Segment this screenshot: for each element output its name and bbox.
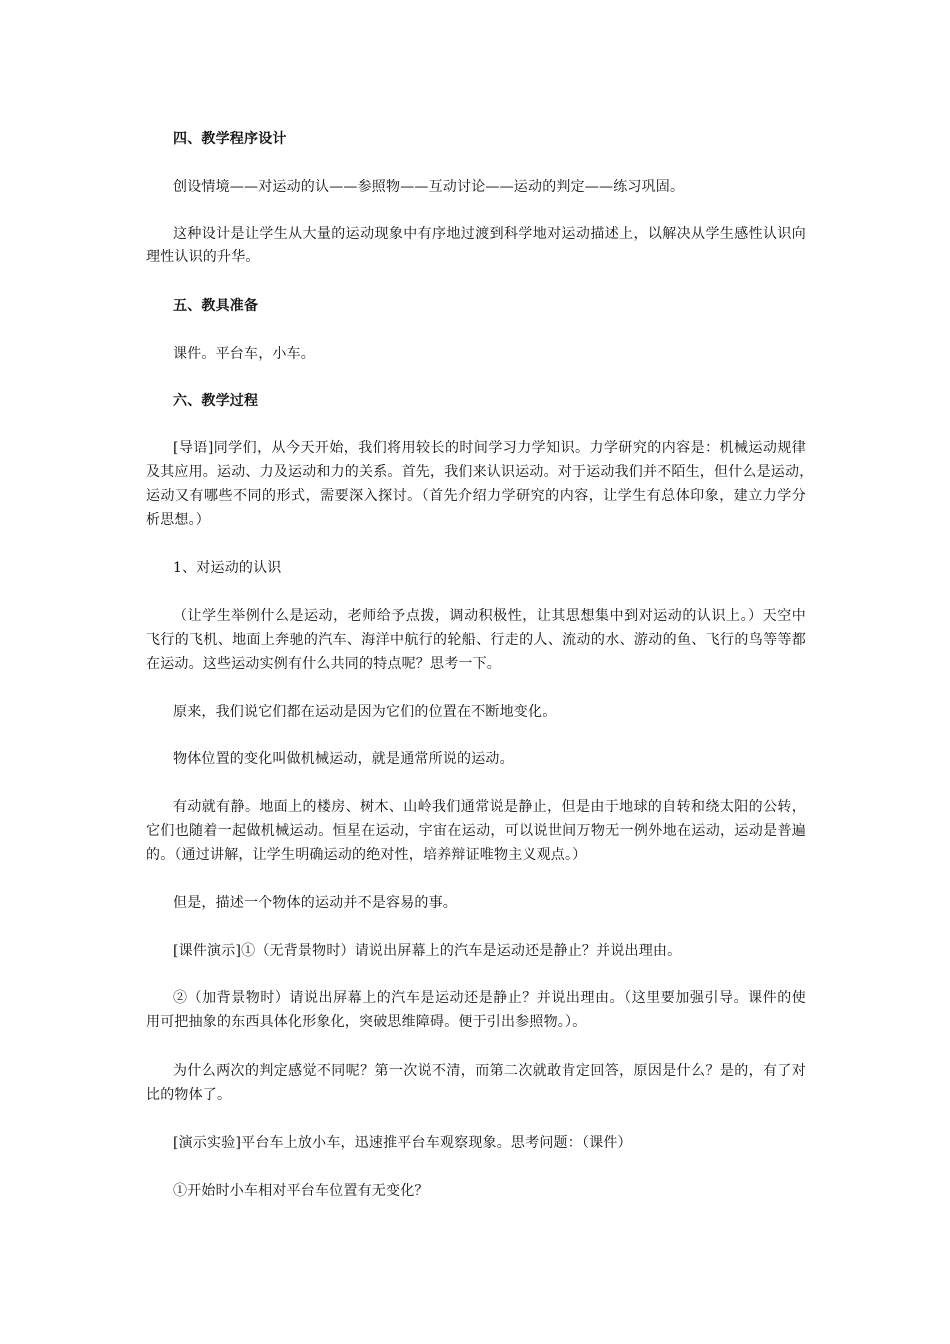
paragraph-line: [导语]同学们，从今天开始，我们将用较长的时间学习力学知识。力学研究的内容是：机械运动规律 (173, 440, 806, 456)
section-heading-6: 六、教学过程 (173, 393, 259, 409)
paragraph-line: 有动就有静。地面上的楼房、树木、山岭我们通常说是静止，但是由于地球的自转和绕太阳的公转， (173, 799, 806, 815)
paragraph-line: 及其应用。运动、力及运动和力的关系。首先，我们来认识运动。对于运动我们并不陌生，但什么是运动， (146, 464, 814, 480)
section-heading-5: 五、教具准备 (173, 298, 259, 314)
paragraph-line: 创设情境——对运动的认——参照物——互动讨论——运动的判定——练习巩固。 (173, 179, 685, 195)
paragraph-line: ①开始时小车相对平台车位置有无变化？ (173, 1183, 429, 1199)
paragraph-line: 为什么两次的判定感觉不同呢？第一次说不清，而第二次就敢肯定回答，原因是什么？是的，有了对 (173, 1063, 806, 1079)
paragraph-line: 1、对运动的认识 (173, 560, 282, 576)
paragraph-line: 但是，描述一个物体的运动并不是容易的事。 (173, 895, 457, 911)
paragraph-line: 它们也随着一起做机械运动。恒星在运动，宇宙在运动，可以说世间万物无一例外地在运动，运动是普遍 (146, 823, 806, 839)
paragraph-line: 的。（通过讲解，让学生明确运动的绝对性，培养辩证唯物主义观点。） (146, 847, 587, 863)
section-heading-4: 四、教学程序设计 (173, 131, 287, 147)
paragraph-line: 比的物体了。 (146, 1087, 232, 1103)
paragraph-line: [课件演示]①（无背景物时）请说出屏幕上的汽车是运动还是静止？并说出理由。 (173, 943, 682, 959)
paragraph-line: （让学生举例什么是运动，老师给予点拨，调动积极性，让其思想集中到对运动的认识上。）天空中 (173, 608, 806, 624)
paragraph-line: 飞行的飞机、地面上奔驰的汽车、海洋中航行的轮船、行走的人、流动的水、游动的鱼、飞行的鸟等等都 (146, 632, 806, 648)
paragraph-line: 原来，我们说它们都在运动是因为它们的位置在不断地变化。 (173, 704, 557, 720)
paragraph-line: 用可把抽象的东西具体化形象化，突破思维障碍。便于引出参照物。）。 (146, 1014, 587, 1030)
paragraph-line: 物体位置的变化叫做机械运动，就是通常所说的运动。 (173, 751, 514, 767)
paragraph-line: 课件。平台车，小车。 (173, 346, 315, 362)
paragraph-line: [演示实验]平台车上放小车，迅速推平台车观察现象。思考问题：（课件） (173, 1135, 632, 1151)
paragraph-line: ②（加背景物时）请说出屏幕上的汽车是运动还是静止？并说出理由。（这里要加强引导。课件的使 (173, 990, 806, 1006)
paragraph-line: 理性认识的升华。 (146, 249, 260, 265)
paragraph-line: 在运动。这些运动实例有什么共同的特点呢？思考一下。 (146, 656, 501, 672)
paragraph-line: 析思想。） (146, 512, 210, 528)
paragraph-line: 运动又有哪些不同的形式，需要深入探讨。（首先介绍力学研究的内容，让学生有总体印象，建立力学分 (146, 488, 806, 504)
paragraph-line: 这种设计是让学生从大量的运动现象中有序地过渡到科学地对运动描述上，以解决从学生感性认识向 (173, 226, 806, 242)
